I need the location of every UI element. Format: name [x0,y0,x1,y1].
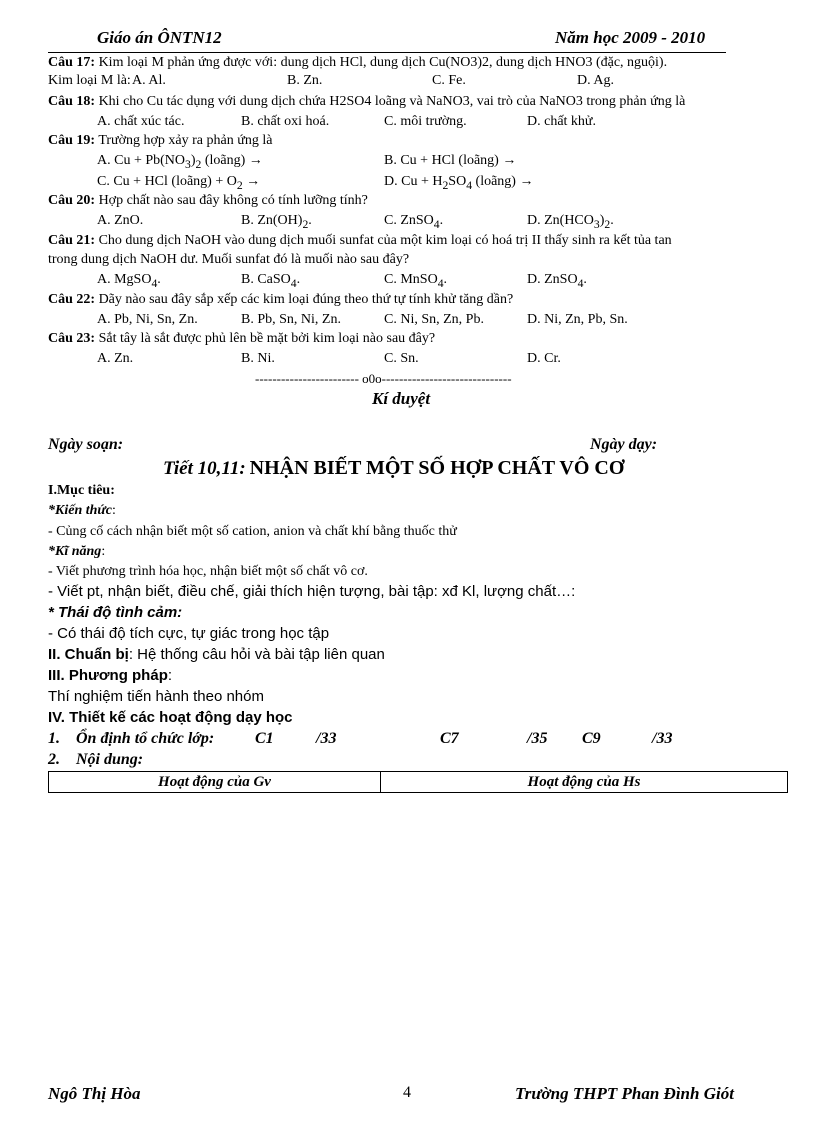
q20-option-c: C. ZnSO$_4$. [384,213,444,231]
question-label: Câu 17: [48,55,96,70]
q19-option-a: A. $Cu + Pb(NO_3)_2$ (loãng) → [97,153,263,171]
table-row [49,772,788,793]
skills-item-2: - Viết pt, nhận biết, điều chế, giải thích hiện tượng, bài tập: xđ Kl, lượng chất…: [48,583,576,600]
attitude-item: - Có thái độ tích cực, tự giác trong học tập [48,625,330,642]
question-22 [48,291,513,309]
teach-date-label: Ngày dạy: [590,436,658,453]
approval-label: Kí duyệt [372,389,431,408]
q18-option-d: D. chất khử. [527,114,597,129]
question-20 [48,192,368,210]
question-17 [48,54,667,72]
lesson-number: Tiết 10,11: [163,458,246,479]
q17-option-c: C. Fe. [432,73,466,88]
knowledge-heading: *Kiến thức: [48,503,116,518]
class-org-number: 1. [48,730,60,747]
skills-heading: *Kĩ năng: [48,544,106,559]
question-label: Câu 22: [48,292,96,307]
question-text: Kim loại M phản ứng được với: dung dịch HCl, dung dịch Cu(NO3)2, dung dịch HNO3 (đặc, nguội). [98,55,668,70]
question-text: Hợp chất nào sau đây không có tính lưỡng tính? [98,193,368,208]
question-label: Câu 23: [48,331,96,346]
objectives-heading: I.Mục tiêu: [48,483,115,498]
q21-option-a: A. MgSO$_4$. [97,272,161,290]
q23-option-b: B. Ni. [241,351,275,366]
q17-option-a: A. Al. [132,73,166,88]
method-heading: III. Phương pháp: [48,667,173,684]
class-org-label: Ổn định tổ chức lớp: [76,730,215,747]
student-activity-header: Hoạt động của Hs [381,772,788,793]
q22-option-a: A. Pb, Ni, Sn, Zn. [97,312,198,327]
footer-school: Trường THPT Phan Đình Giót [515,1084,734,1103]
question-label: Câu 21: [48,233,96,248]
q21-option-c: C. MnSO$_4$. [384,272,448,290]
q21-option-b: B. CaSO$_4$. [241,272,301,290]
prep-date-label: Ngày soạn: [48,436,124,453]
question-text: Trường hợp xảy ra phản ứng là [98,133,273,148]
teacher-activity-header: Hoạt động của Gv [49,772,381,793]
activities-table [48,771,788,793]
content-label: Nội dung: [76,751,144,768]
question-text: Dãy nào sau đây sắp xếp các kim loại đúng theo thứ tự tính khử tăng dần? [98,292,514,307]
q19-option-c: C. Cu + HCl (loãng) + $O_2$ → [97,174,261,192]
preparation-section [48,646,385,664]
content-number: 2. [48,751,60,768]
question-21-line2: trong dung dịch NaOH dư. Muối sunfat đó là muối nào sau đây? [48,252,410,267]
question-label: Câu 19: [48,133,96,148]
q22-option-b: B. Pb, Sn, Ni, Zn. [241,312,341,327]
q23-option-a: A. Zn. [97,351,134,366]
attitude-heading: * Thái độ tình cảm: [48,604,183,621]
section-separator: ------------------------ o0o------------------------------ [255,371,512,386]
class-name: C7 [440,730,459,747]
page-number: 4 [403,1084,411,1101]
lesson-topic: NHẬN BIẾT MỘT SỐ HỢP CHẤT VÔ CƠ [249,457,625,479]
question-17-line2 [48,72,131,90]
preparation-heading: II. Chuẩn bị [48,646,129,663]
q18-option-b: B. chất oxi hoá. [241,114,330,129]
q22-option-c: C. Ni, Sn, Zn, Pb. [384,312,484,327]
q19-option-b: B. Cu + HCl (loãng) → [384,153,517,168]
class-name: C1 [255,730,274,747]
q21-option-d: D. ZnSO$_4$. [527,272,587,290]
q20-option-a: A. ZnO. [97,213,144,228]
class-name: C9 [582,730,601,747]
q18-option-c: C. môi trường. [384,114,467,129]
class-count: /35 [527,730,548,747]
header-right: Năm học 2009 - 2010 [555,28,706,47]
q20-option-d: D. $Zn(HCO_3)_2$. [527,213,614,231]
q20-option-b: B. $Zn(OH)_2$. [241,213,312,231]
question-23 [48,330,435,348]
footer-author: Ngô Thị Hòa [48,1084,141,1103]
question-18 [48,93,685,111]
lesson-title [163,456,624,483]
question-text: Kim loại M là: [48,73,131,88]
q17-option-d: D. Ag. [577,73,614,88]
preparation-text: : Hệ thống câu hỏi và bài tập liên quan [128,646,385,663]
header-left: Giáo án ÔNTN12 [97,28,222,47]
question-label: Câu 20: [48,193,96,208]
knowledge-item: - Củng cố cách nhận biết một số cation, anion và chất khí bằng thuốc thử [48,524,457,539]
method-text: Thí nghiệm tiến hành theo nhóm [48,688,264,705]
question-text: Sắt tây là sắt được phủ lên bề mặt bởi kim loại nào sau đây? [98,331,436,346]
question-21 [48,232,672,250]
class-count: /33 [316,730,337,747]
question-text: Khi cho Cu tác dụng với dung dịch chứa H2SO4 loãng và NaNO3, vai trò của NaNO3 trong phản ứng là [98,94,686,109]
header-rule [48,52,726,53]
q17-option-b: B. Zn. [287,73,323,88]
q18-option-a: A. chất xúc tác. [97,114,185,129]
q22-option-d: D. Ni, Zn, Pb, Sn. [527,312,628,327]
q23-option-d: D. Cr. [527,351,561,366]
question-text: Cho dung dịch NaOH vào dung dịch muối sunfat của một kim loại có hoá trị II thấy sinh ra kết tủa tan [98,233,672,248]
activities-heading: IV. Thiết kế các hoạt động dạy học [48,709,293,726]
question-19 [48,132,272,150]
q19-option-d: D. $Cu + H_2SO_4$ (loãng) → [384,174,534,192]
q23-option-c: C. Sn. [384,351,419,366]
class-count: /33 [652,730,673,747]
question-label: Câu 18: [48,94,96,109]
skills-item-1: - Viết phương trình hóa học, nhận biết một số chất vô cơ. [48,564,368,579]
